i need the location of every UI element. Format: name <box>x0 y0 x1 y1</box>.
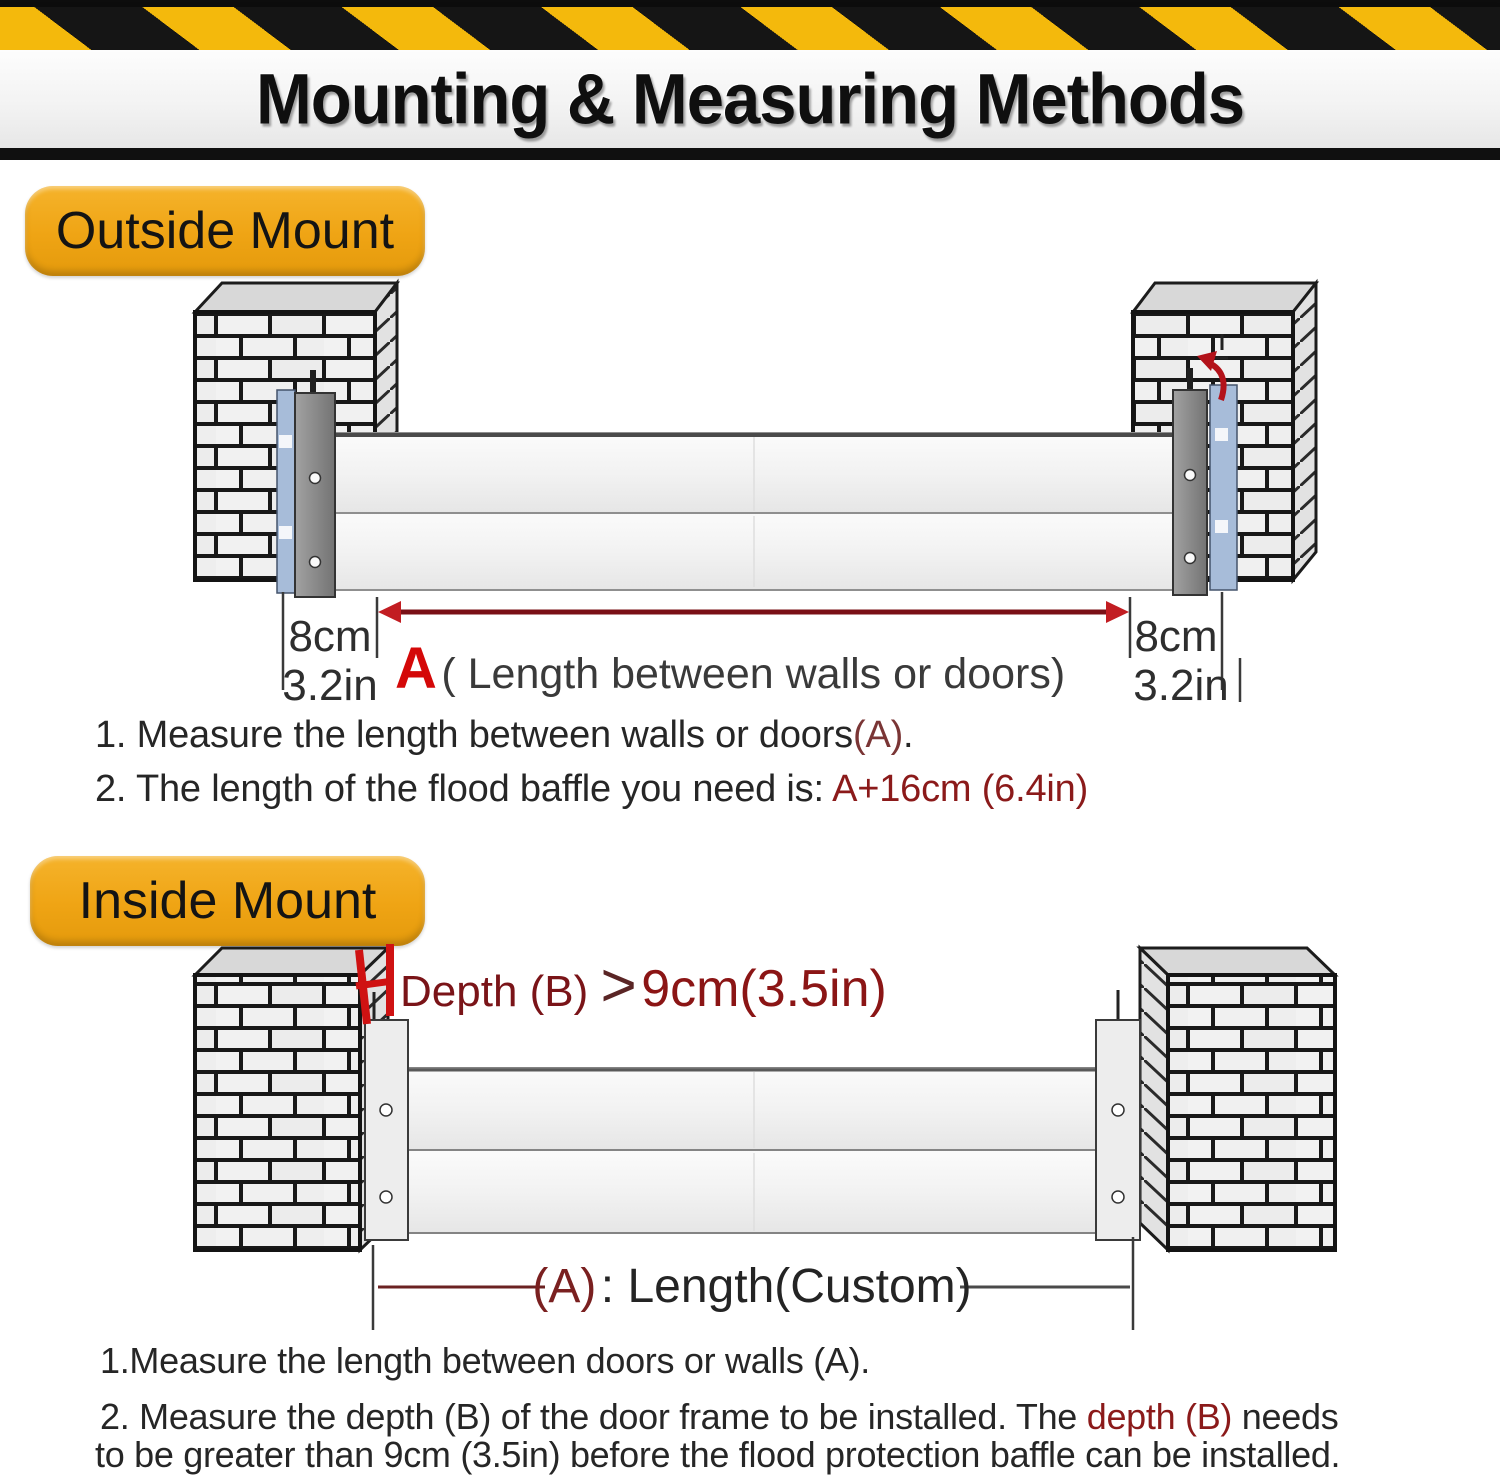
screw-hole <box>1112 1104 1124 1116</box>
dimension-outside <box>282 592 1240 710</box>
screw-hole <box>1112 1191 1124 1203</box>
outside-step-1-period: . <box>903 714 914 756</box>
screw-hole <box>310 557 321 568</box>
banner-top-bar <box>0 0 1500 7</box>
screw-hole <box>380 1104 392 1116</box>
outside-step-2 <box>95 768 1088 811</box>
outside-step-1-a: (A) <box>852 714 904 756</box>
flood-barrier-inside <box>408 1068 1100 1233</box>
screw-hole <box>1185 553 1196 564</box>
screw-hole <box>310 473 321 484</box>
inside-mount-diagram <box>0 940 1500 1340</box>
gap-right-in-label: 3.2in <box>1133 661 1229 710</box>
inside-mount-badge: Inside Mount <box>30 856 425 946</box>
page-title: Mounting & Measuring Methods <box>255 59 1245 139</box>
pillar-left-inside <box>195 948 388 1250</box>
screw-hole <box>1185 470 1196 481</box>
pillar-right-inside <box>1140 948 1335 1250</box>
outside-step-1 <box>95 714 913 757</box>
outside-step-1-text: 1. Measure the length between walls or doors <box>95 714 853 756</box>
outside-mount-badge: Outside Mount <box>25 186 425 276</box>
depth-label: Depth (B) > 9cm(3.5in) <box>400 951 887 1020</box>
screw-hole <box>380 1191 392 1203</box>
inside-step-2-text: 2. Measure the depth (B) of the door frame to be installed. The <box>100 1396 1087 1437</box>
outside-step-2-text: 2. The length of the flood baffle you need is: <box>95 768 833 810</box>
inside-step-2-depth: depth (B) <box>1086 1396 1233 1437</box>
header-banner <box>0 0 1500 160</box>
gap-left-in-label: 3.2in <box>282 661 378 710</box>
span-arrow <box>378 601 1129 623</box>
outside-mount-diagram <box>0 270 1500 710</box>
gap-left-cm-label: 8cm <box>288 612 372 661</box>
gap-right-cm-label: 8cm <box>1134 612 1218 661</box>
span-length-label: A ( Length between walls or doors) <box>395 636 1066 701</box>
inside-step-2-needs: needs <box>1232 1396 1339 1437</box>
mount-bracket-left-inside <box>365 992 408 1240</box>
mount-channel-left-outside <box>277 370 335 597</box>
banner-bottom-bar <box>0 148 1500 160</box>
outside-step-2-formula: A+16cm (6.4in) <box>832 768 1089 810</box>
mount-bracket-right-inside <box>1096 990 1140 1240</box>
title-band <box>0 50 1500 148</box>
inside-step-2 <box>100 1396 1338 1438</box>
inside-step-2-line2: to be greater than 9cm (3.5in) before the flood protection baffle can be installed. <box>95 1434 1341 1475</box>
dimension-inside <box>373 1237 1133 1330</box>
flood-barrier-outside <box>335 433 1173 590</box>
inside-step-1: 1.Measure the length between doors or walls (A). <box>100 1340 871 1381</box>
length-custom-label: (A) : Length(Custom) <box>532 1260 972 1313</box>
hazard-stripe-tape <box>0 7 1500 50</box>
